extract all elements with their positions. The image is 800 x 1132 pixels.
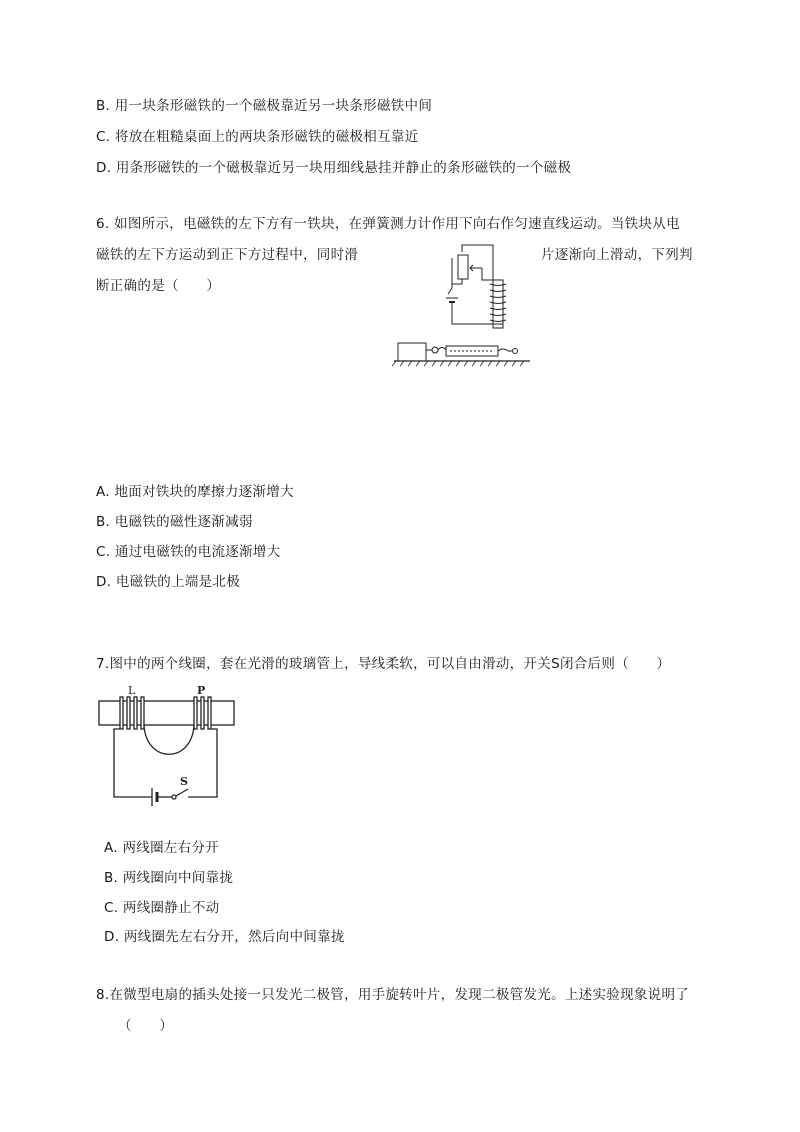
q7-option-a: A. 两线圈左右分开 [104,840,220,856]
q8-stem: 8.在微型电扇的插头处接一只发光二极管，用手旋转叶片，发现二极管发光。上述实验现象说明了 [96,987,690,1003]
q7-coils-figure [96,684,238,806]
q6-electromagnet-figure [390,240,535,370]
q5-option-b: B. 用一块条形磁铁的一个磁极靠近另一块条形磁铁中间 [96,98,433,114]
q5-option-c: C. 将放在粗糙桌面上的两块条形磁铁的磁极相互靠近 [96,129,419,145]
q6-stem-line3: 断正确的是（ ） [96,278,221,294]
q7-option-d: D. 两线圈先左右分开，然后向中间靠拢 [104,929,345,945]
q8-answer-blank: （ ） [118,1018,174,1034]
q7-option-b: B. 两线圈向中间靠拢 [104,870,234,886]
coil-label-l: L [128,684,136,697]
q6-option-a: A. 地面对铁块的摩擦力逐渐增大 [96,484,294,500]
q6-option-d: D. 电磁铁的上端是北极 [96,574,241,590]
q5-option-d: D. 用条形磁铁的一个磁极靠近另一块用细线悬挂并静止的条形磁铁的一个磁极 [96,160,572,176]
q6-stem-line2-right: 片逐渐向上滑动，下列判 [541,247,693,263]
q7-option-c: C. 两线圈静止不动 [104,900,220,916]
q6-stem-line2-left: 磁铁的左下方运动到正下方过程中，同时滑 [96,247,359,263]
switch-label-s: S [180,775,188,788]
q6-option-c: C. 通过电磁铁的电流逐渐增大 [96,544,281,560]
q6-option-b: B. 电磁铁的磁性逐渐减弱 [96,514,253,530]
coil-label-p: P [197,684,206,697]
q6-stem-line1: 6. 如图所示，电磁铁的左下方有一铁块，在弹簧测力计作用下向右作匀速直线运动。当铁块从电 [96,216,680,232]
q7-stem: 7.图中的两个线圈，套在光滑的玻璃管上，导线柔软，可以自由滑动，开关S闭合后则（ ） [96,656,671,672]
